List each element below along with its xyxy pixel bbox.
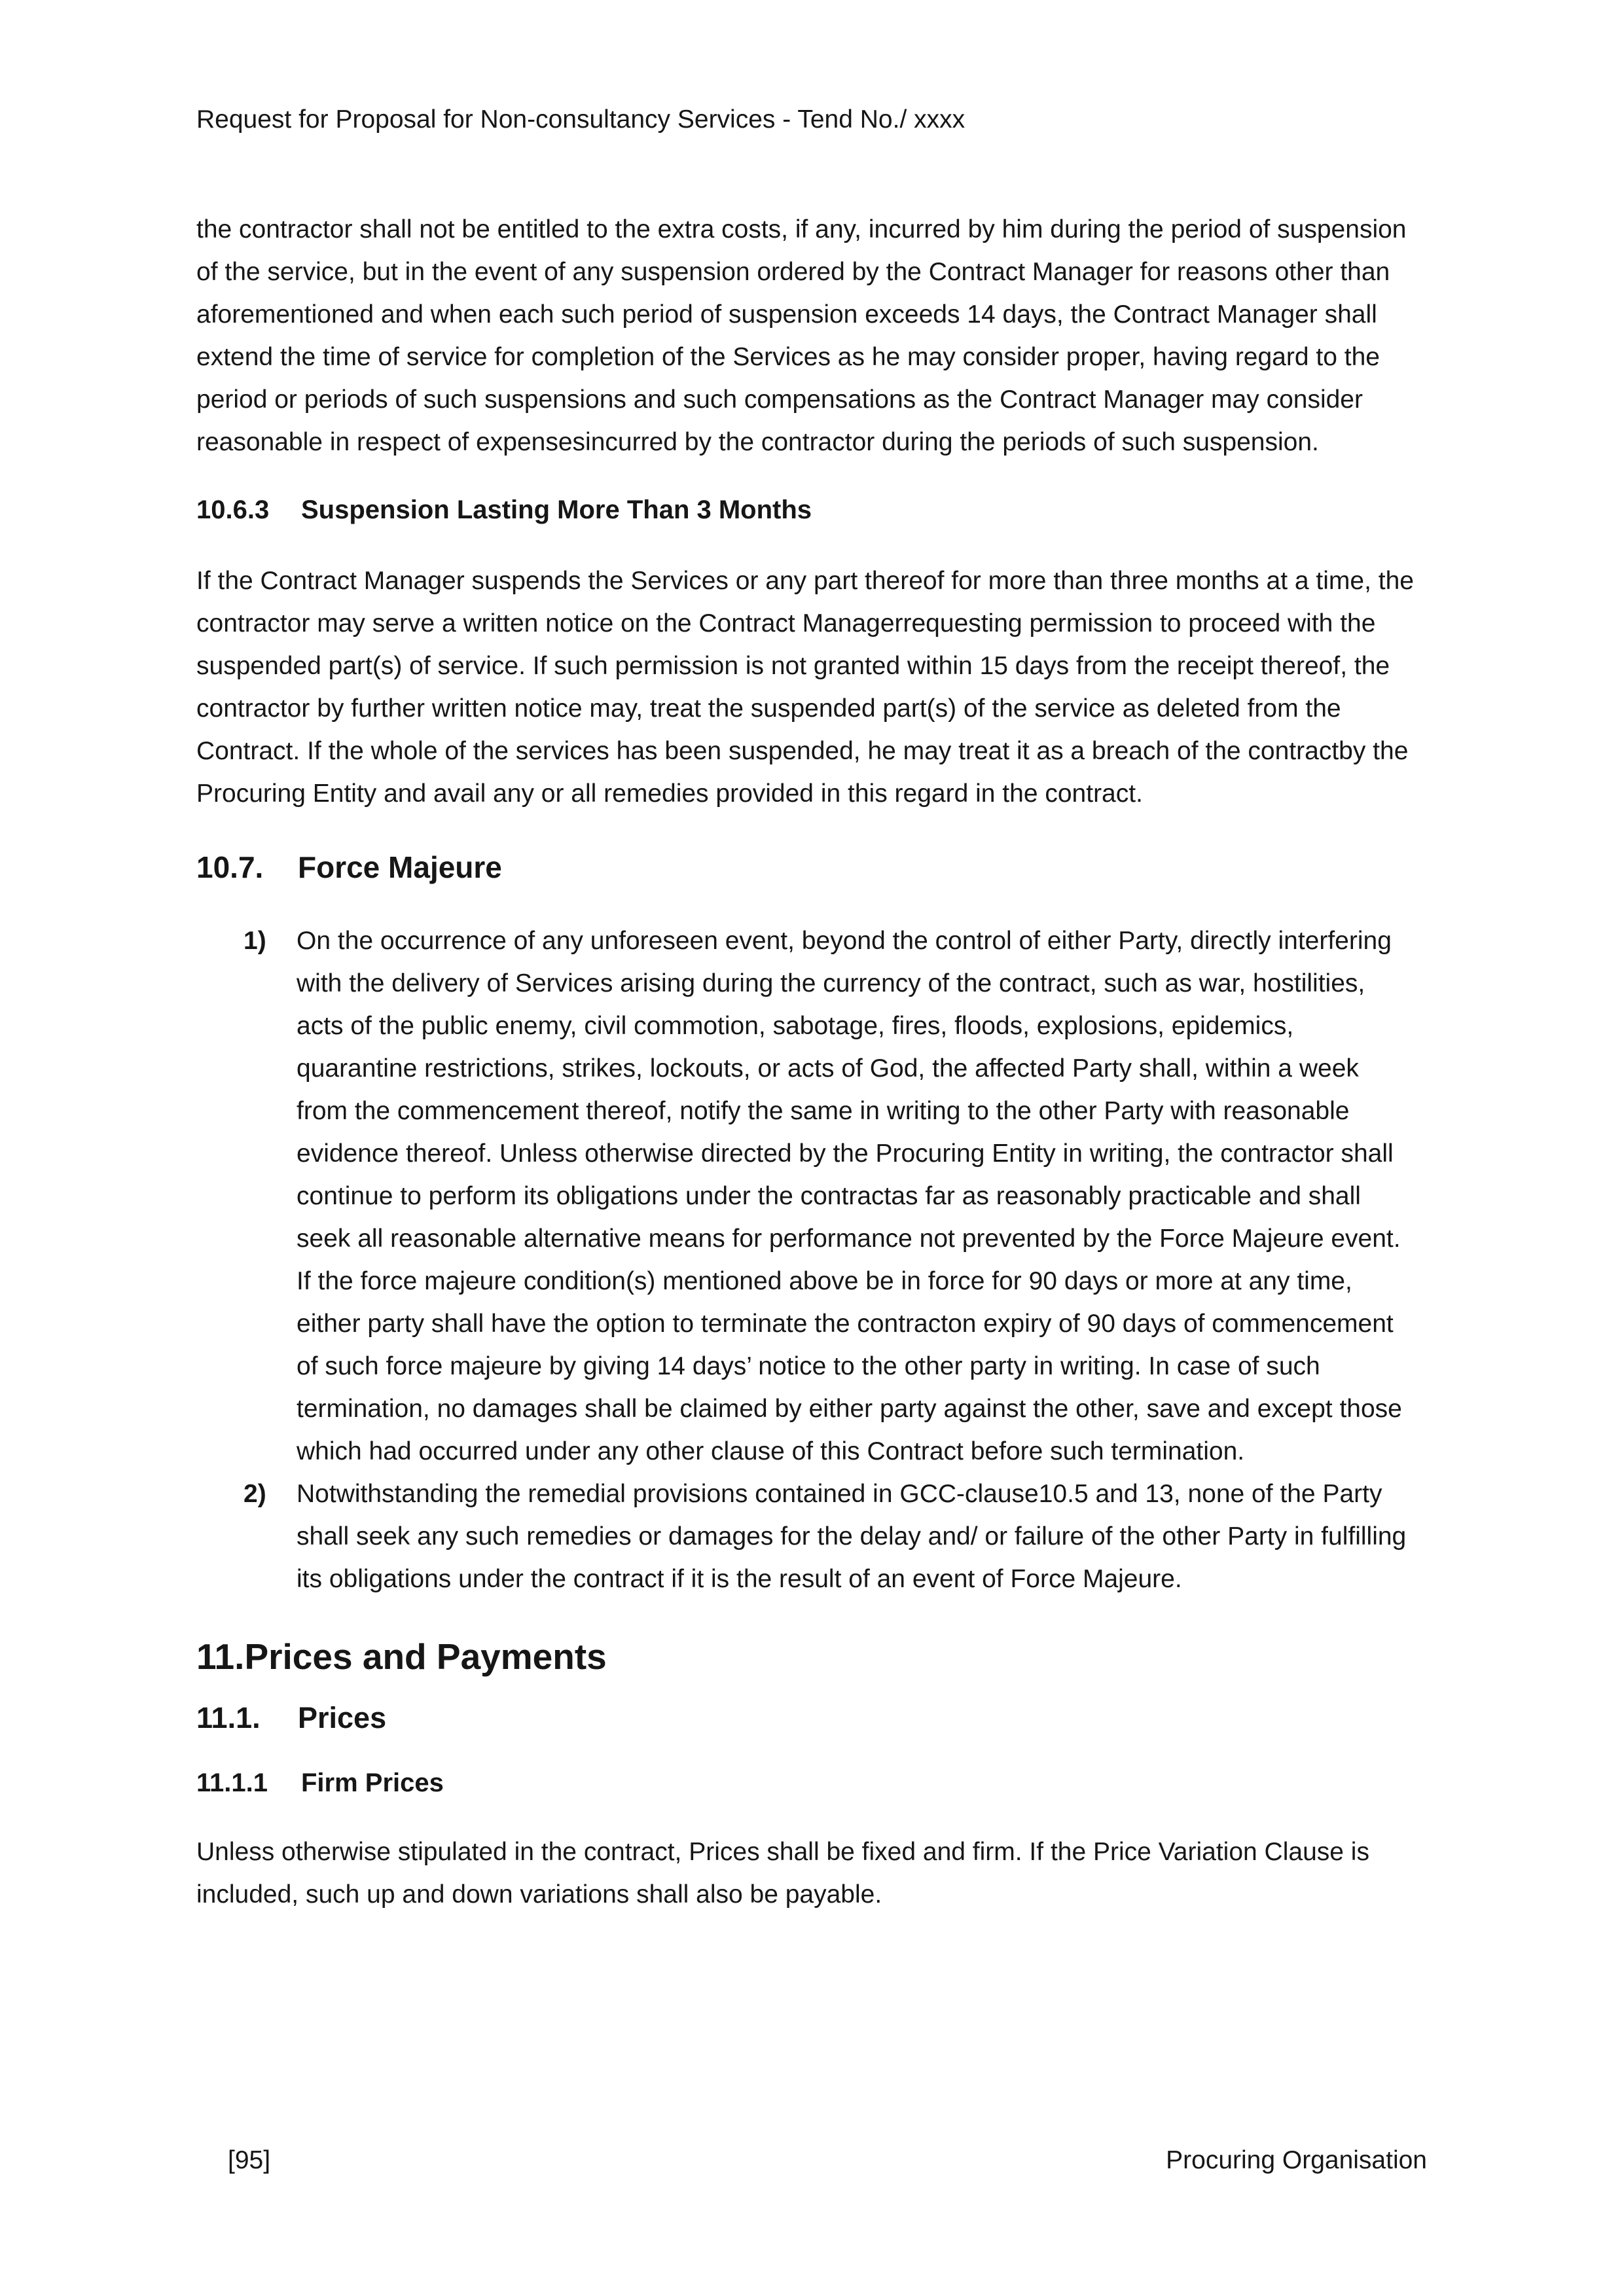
page-number: [95] — [228, 2146, 271, 2174]
list-item — [244, 920, 1428, 1473]
heading-title: Prices — [298, 1701, 387, 1734]
page-footer — [196, 2139, 1427, 2181]
heading-10-7 — [196, 844, 1428, 890]
heading-number: 10.7. — [196, 850, 264, 884]
paragraph-firm-prices: Unless otherwise stipulated in the contract, Prices shall be fixed and firm. If the Price Variation Clause is included, such up and down variations shall also be payable. — [196, 1838, 1369, 1909]
list-item-text: Notwithstanding the remedial provisions contained in GCC-clause10.5 and 13, none of the Party shall seek any such remedies or damages for the delay and/ or failure of the other Party in fulfilling its obligations under the contract if it is the result of an event of Force Majeure. — [297, 1480, 1407, 1593]
heading-title: Force Majeure — [298, 850, 502, 884]
heading-title: Prices and Payments — [244, 1636, 607, 1677]
heading-number: 11.1. — [196, 1701, 261, 1734]
list-item-marker: 2) — [244, 1480, 266, 1508]
list-item — [244, 1473, 1428, 1600]
heading-number: 11.1.1 — [196, 1768, 268, 1797]
paragraph-suspension-intro: the contractor shall not be entitled to the extra costs, if any, incurred by him during the period of suspension of the service, but in the event of any suspension ordered by the Contract Manager for reasons other than aforementioned and when each such period of suspension exceeds 14 days, the Contract Manager shall extend the time of service for completion of the Services as he may consider proper, having regard to the period or periods of such suspensions and such compensations as the Contract Manager may consider reasonable in respect of expensesincurred by the contractor during the periods of such suspension. — [196, 215, 1407, 456]
heading-number: 11. — [196, 1636, 245, 1677]
heading-11-1 — [196, 1696, 1428, 1739]
force-majeure-list — [196, 920, 1428, 1600]
footer-organisation: Procuring Organisation — [1166, 2146, 1427, 2174]
heading-number: 10.6.3 — [196, 495, 270, 524]
list-item-text: On the occurrence of any unforeseen event, beyond the control of either Party, directly interfering with the delivery of Services arising during the currency of the contract, such as war, hostilities, acts of the public enemy, civil commotion, sabotage, fires, floods, explosions, epidemics, quarantine restrictions, strikes, lockouts, or acts of God, the affected Party shall, within a week from the commencement thereof, notify the same in writing to the other Party with reasonable evidence thereof. Unless otherwise directed by the Procuring Entity in writing, the contractor shall continue to perform its obligations under the contractas far as reasonably practicable and shall seek all reasonable alternative means for performance not prevented by the Force Majeure event. If the force majeure condition(s) mentioned above be in force for 90 days or more at any time, either party shall have the option to terminate the contracton expiry of 90 days of commencement of such force majeure by giving 14 days’ notice to the other party in writing. In case of such termination, no damages shall be claimed by either party against the other, save and except those which had occurred under any other clause of this Contract before such termination. — [297, 927, 1402, 1465]
running-header: Request for Proposal for Non-consultancy Services - Tend No./ xxxx — [196, 105, 965, 134]
heading-title: Firm Prices — [301, 1768, 444, 1797]
paragraph-10-6-3: If the Contract Manager suspends the Services or any part thereof for more than three months at a time, the contractor may serve a written notice on the Contract Managerrequesting permission to proceed with the suspended part(s) of service. If such permission is not granted within 15 days from the receipt thereof, the contractor by further written notice may, treat the suspended part(s) of the service as deleted from the Contract. If the whole of the services has been suspended, he may treat it as a breach of the contractby the Procuring Entity and avail any or all remedies provided in this regard in the contract. — [196, 567, 1414, 808]
heading-11-1-1 — [196, 1762, 1428, 1804]
heading-11 — [196, 1633, 1428, 1680]
heading-title: Suspension Lasting More Than 3 Months — [301, 495, 812, 524]
page-content — [196, 98, 1428, 1916]
heading-10-6-3 — [196, 489, 1428, 531]
list-item-marker: 1) — [244, 927, 266, 955]
